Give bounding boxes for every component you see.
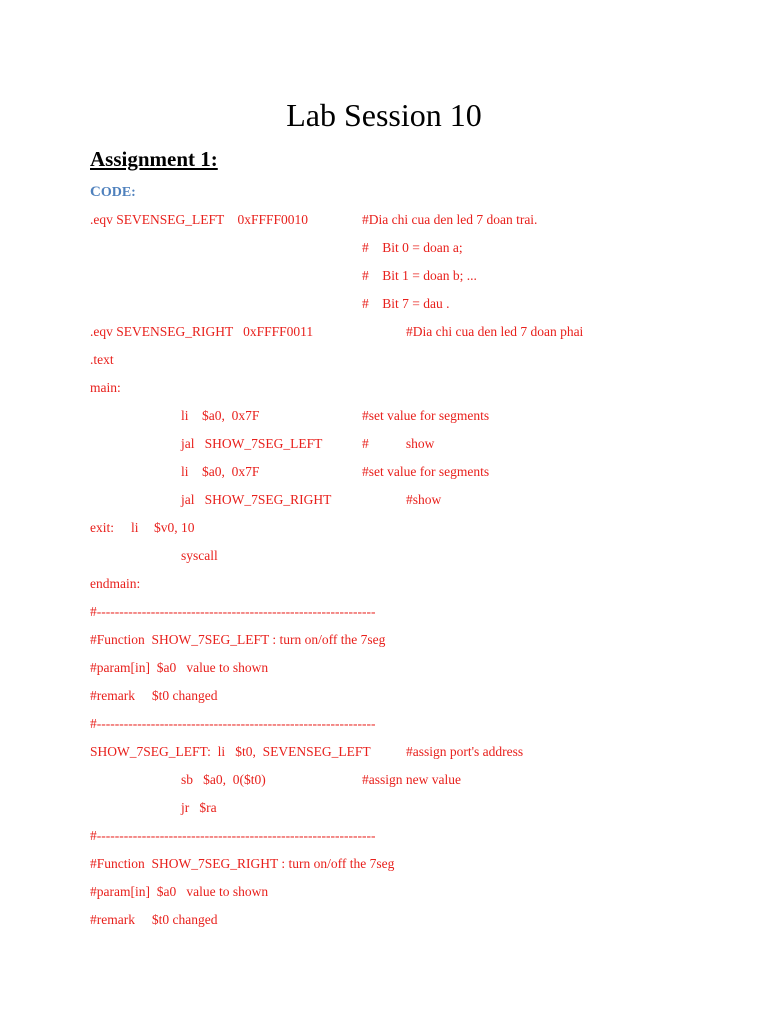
assignment-heading: Assignment 1: (90, 147, 218, 171)
code-line: jal SHOW_7SEG_LEFT (181, 436, 323, 451)
code-separator: #-------------------------------------------------------------- (90, 716, 376, 731)
code-comment: #Dia chi cua den led 7 doan trai. (362, 212, 538, 227)
code-label-initial: C (90, 184, 101, 200)
code-comment: # show (362, 436, 435, 451)
code-line: syscall (181, 548, 218, 563)
code-comment: #Function SHOW_7SEG_LEFT : turn on/off the 7seg (90, 632, 386, 647)
code-line: li $a0, 0x7F (181, 408, 260, 423)
code-comment: #show (406, 492, 442, 507)
code-line: sb $a0, 0($t0) (181, 772, 266, 787)
code-comment: #set value for segments (362, 464, 490, 479)
code-comment: #Function SHOW_7SEG_RIGHT : turn on/off the 7seg (90, 856, 395, 871)
code-comment: # Bit 1 = doan b; ... (362, 268, 477, 283)
code-separator: #-------------------------------------------------------------- (90, 604, 376, 619)
code-separator: #-------------------------------------------------------------- (90, 828, 376, 843)
code-line: li (131, 520, 139, 535)
code-line: endmain: (90, 576, 141, 591)
code-line: SHOW_7SEG_LEFT: li $t0, SEVENSEG_LEFT (90, 744, 371, 759)
code-line: jr $ra (181, 800, 217, 815)
code-line: li $a0, 0x7F (181, 464, 260, 479)
page-title: Lab Session 10 (286, 97, 482, 133)
code-line: $v0, 10 (154, 520, 195, 535)
code-line: .eqv SEVENSEG_LEFT 0xFFFF0010 (90, 212, 309, 227)
code-comment: #param[in] $a0 value to shown (90, 884, 269, 899)
code-comment: # Bit 0 = doan a; (362, 240, 463, 255)
code-comment: #Dia chi cua den led 7 doan phai (406, 324, 584, 339)
code-comment: #assign port's address (406, 744, 524, 759)
code-comment: #assign new value (362, 772, 461, 787)
code-comment: #remark $t0 changed (90, 688, 218, 703)
code-comment: # Bit 7 = dau . (362, 296, 450, 311)
code-comment: #set value for segments (362, 408, 490, 423)
code-comment: #param[in] $a0 value to shown (90, 660, 269, 675)
code-line: main: (90, 380, 121, 395)
code-line: .eqv SEVENSEG_RIGHT 0xFFFF0011 (90, 324, 314, 339)
code-label-exit: exit: (90, 520, 114, 535)
code-label-rest: ODE: (100, 185, 136, 200)
code-comment: #remark $t0 changed (90, 912, 218, 927)
code-line: jal SHOW_7SEG_RIGHT (181, 492, 332, 507)
code-line: .text (90, 352, 114, 367)
